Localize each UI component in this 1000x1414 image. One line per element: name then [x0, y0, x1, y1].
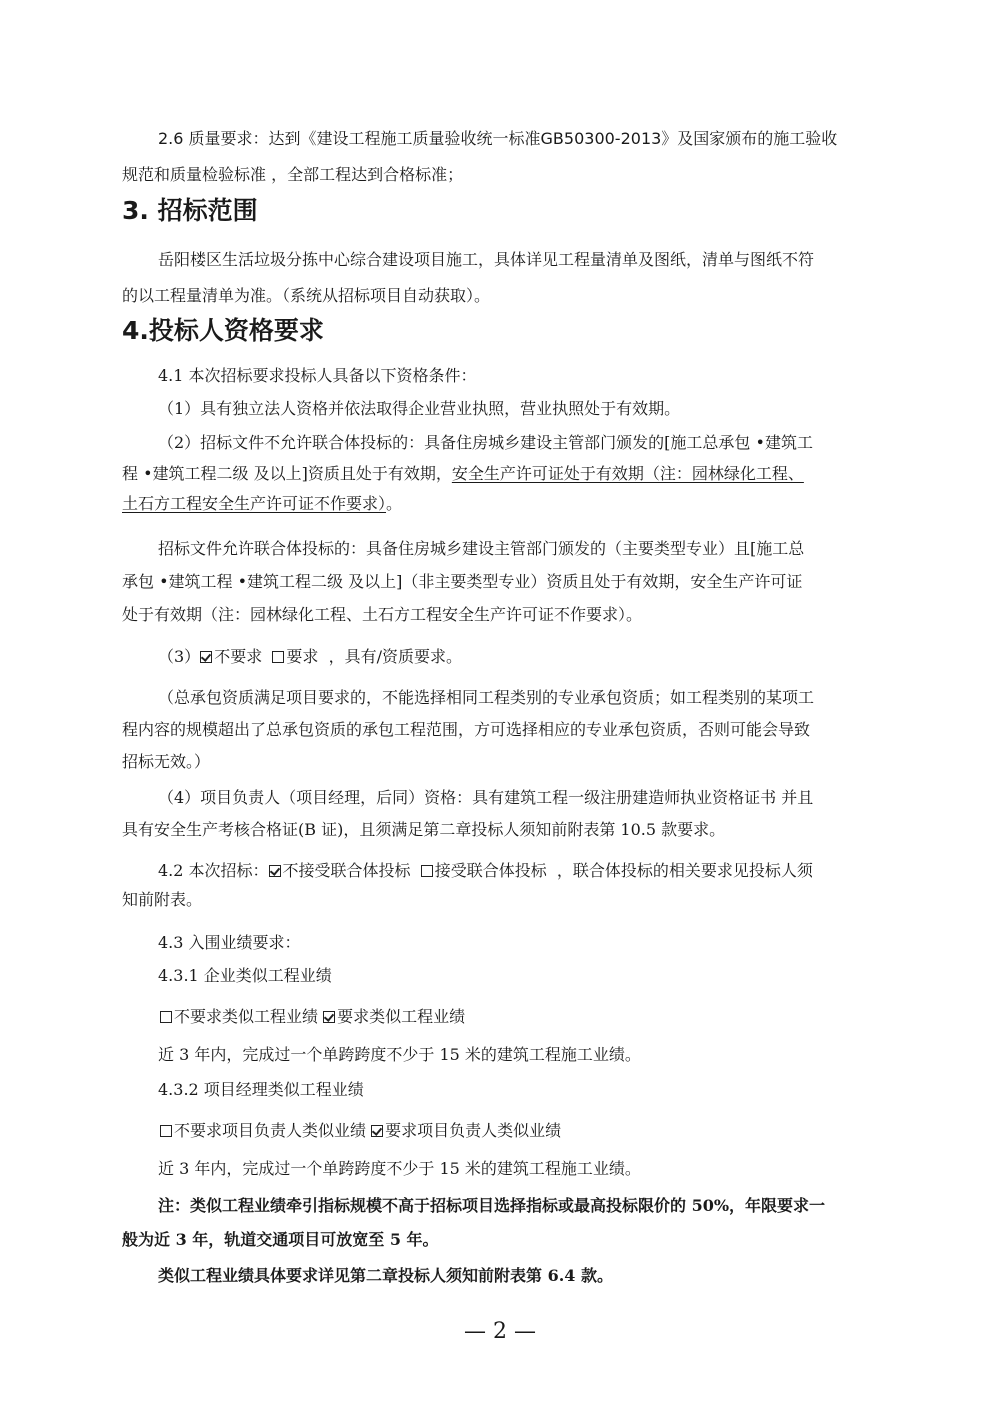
performance-note-line1: 注：类似工程业绩牵引指标规模不高于招标项目选择指标或最高投标限价的 50%，年限要求一	[158, 1196, 826, 1215]
option-similar-performance-required: 要求类似工程业绩	[337, 1007, 466, 1026]
clause-4-2-suffix: ，联合体投标的相关要求见投标人须	[556, 861, 813, 880]
checkbox-checked-icon[interactable]	[269, 865, 281, 877]
requirement-item-2-line2	[122, 463, 882, 485]
requirement-item-2-line2-text: 程 •建筑工程二级 及以上]资质且处于有效期，	[122, 464, 452, 483]
quality-requirement-line2: 规范和质量检验标准 ，全部工程达到合格标准；	[122, 165, 464, 184]
qualification-note-line1: （总承包资质满足项目要求的，不能选择相同工程类别的专业承包资质；如工程类别的某项工	[158, 688, 815, 707]
clause-4-3-2-options	[160, 1120, 920, 1142]
option-no-consortium: 不接受联合体投标	[282, 861, 411, 880]
clause-4-3-2-detail: 近 3 年内，完成过一个单跨跨度不少于 15 米的建筑工程施工业绩。	[158, 1159, 641, 1178]
clause-4-3-2-title: 4.3.2 项目经理类似工程业绩	[158, 1080, 364, 1099]
checkbox-unchecked-icon[interactable]	[160, 1125, 172, 1137]
checkbox-unchecked-icon[interactable]	[272, 651, 284, 663]
checkbox-unchecked-icon[interactable]	[421, 865, 433, 877]
requirement-item-2-line3-end: 。	[386, 494, 403, 513]
qualification-note-line2: 程内容的规模超出了总承包资质的承包工程范围，方可选择相应的专业承包资质，否则可能会导致	[122, 720, 811, 739]
performance-note-line3: 类似工程业绩具体要求详见第二章投标人须知前附表第 6.4 款。	[158, 1266, 613, 1285]
section-3-heading: 3. 招标范围	[122, 196, 258, 225]
scope-line2: 的以工程量清单为准。（系统从招标项目自动获取）。	[122, 286, 491, 305]
union-bid-line2: 承包 •建筑工程 •建筑工程二级 及以上]（非主要类型专业）资质且处于有效期，安全生产许可证	[122, 572, 803, 591]
requirement-item-2-line3	[122, 493, 882, 515]
requirement-item-4-line1: （4）项目负责人（项目经理，后同）资格：具有建筑工程一级注册建造师执业资格证书 并且	[158, 788, 814, 807]
option-no-manager-performance: 不要求项目负责人类似业绩	[174, 1121, 367, 1140]
item-3-suffix: ，具有/资质要求。	[328, 647, 462, 666]
clause-4-1: 4.1 本次招标要求投标人具备以下资格条件：	[158, 366, 477, 385]
quality-requirement-line1: 2.6 质量要求：达到《建设工程施工质量验收统一标准GB50300-2013》及国家颁布的施工验收	[158, 129, 838, 148]
requirement-item-4-line2: 具有安全生产考核合格证(B 证)，且须满足第二章投标人须知前附表第 10.5 款要求。	[122, 820, 726, 839]
safety-license-note-underlined: 安全生产许可证处于有效期（注：园林绿化工程、	[451, 464, 804, 483]
clause-4-2-prefix: 4.2 本次招标：	[158, 861, 269, 880]
clause-4-3-1-detail: 近 3 年内，完成过一个单跨跨度不少于 15 米的建筑工程施工业绩。	[158, 1045, 641, 1064]
union-bid-line1: 招标文件允许联合体投标的：具备住房城乡建设主管部门颁发的（主要类型专业）且[施工总	[158, 539, 805, 558]
option-no-similar-performance: 不要求类似工程业绩	[174, 1007, 319, 1026]
option-manager-performance-required: 要求项目负责人类似业绩	[385, 1121, 562, 1140]
union-bid-line3: 处于有效期（注：园林绿化工程、土石方工程安全生产许可证不作要求）。	[122, 605, 643, 624]
scope-line1: 岳阳楼区生活垃圾分拣中心综合建设项目施工，具体详见工程量清单及图纸，清单与图纸不符	[158, 250, 815, 269]
clause-4-2-line2: 知前附表。	[122, 890, 203, 909]
item-3-option-not-required: 不要求	[214, 647, 263, 666]
checkbox-unchecked-icon[interactable]	[160, 1011, 172, 1023]
checkbox-checked-icon[interactable]	[323, 1011, 335, 1023]
clause-4-3-1-title: 4.3.1 企业类似工程业绩	[158, 966, 332, 985]
option-accept-consortium: 接受联合体投标	[434, 861, 547, 880]
qualification-note-line3: 招标无效。）	[122, 752, 211, 771]
requirement-item-3	[158, 646, 918, 668]
item-3-prefix: （3）	[158, 647, 201, 666]
requirement-item-1: （1）具有独立法人资格并依法取得企业营业执照，营业执照处于有效期。	[158, 399, 681, 418]
clause-4-3-1-options	[160, 1006, 920, 1028]
safety-license-note-underlined-cont: 土石方工程安全生产许可证不作要求）	[122, 494, 387, 513]
requirement-item-2-line1: （2）招标文件不允许联合体投标的：具备住房城乡建设主管部门颁发的[施工总承包 •建筑工	[158, 433, 813, 452]
item-3-option-required: 要求	[286, 647, 319, 666]
checkbox-checked-icon[interactable]	[371, 1125, 383, 1137]
clause-4-2-line1	[158, 860, 918, 882]
checkbox-checked-icon[interactable]	[200, 651, 212, 663]
clause-4-3: 4.3 入围业绩要求：	[158, 933, 301, 952]
performance-note-line2: 般为近 3 年，轨道交通项目可放宽至 5 年。	[122, 1230, 439, 1249]
page-number: — 2 —	[464, 1319, 536, 1344]
section-4-heading: 4.投标人资格要求	[122, 316, 324, 345]
